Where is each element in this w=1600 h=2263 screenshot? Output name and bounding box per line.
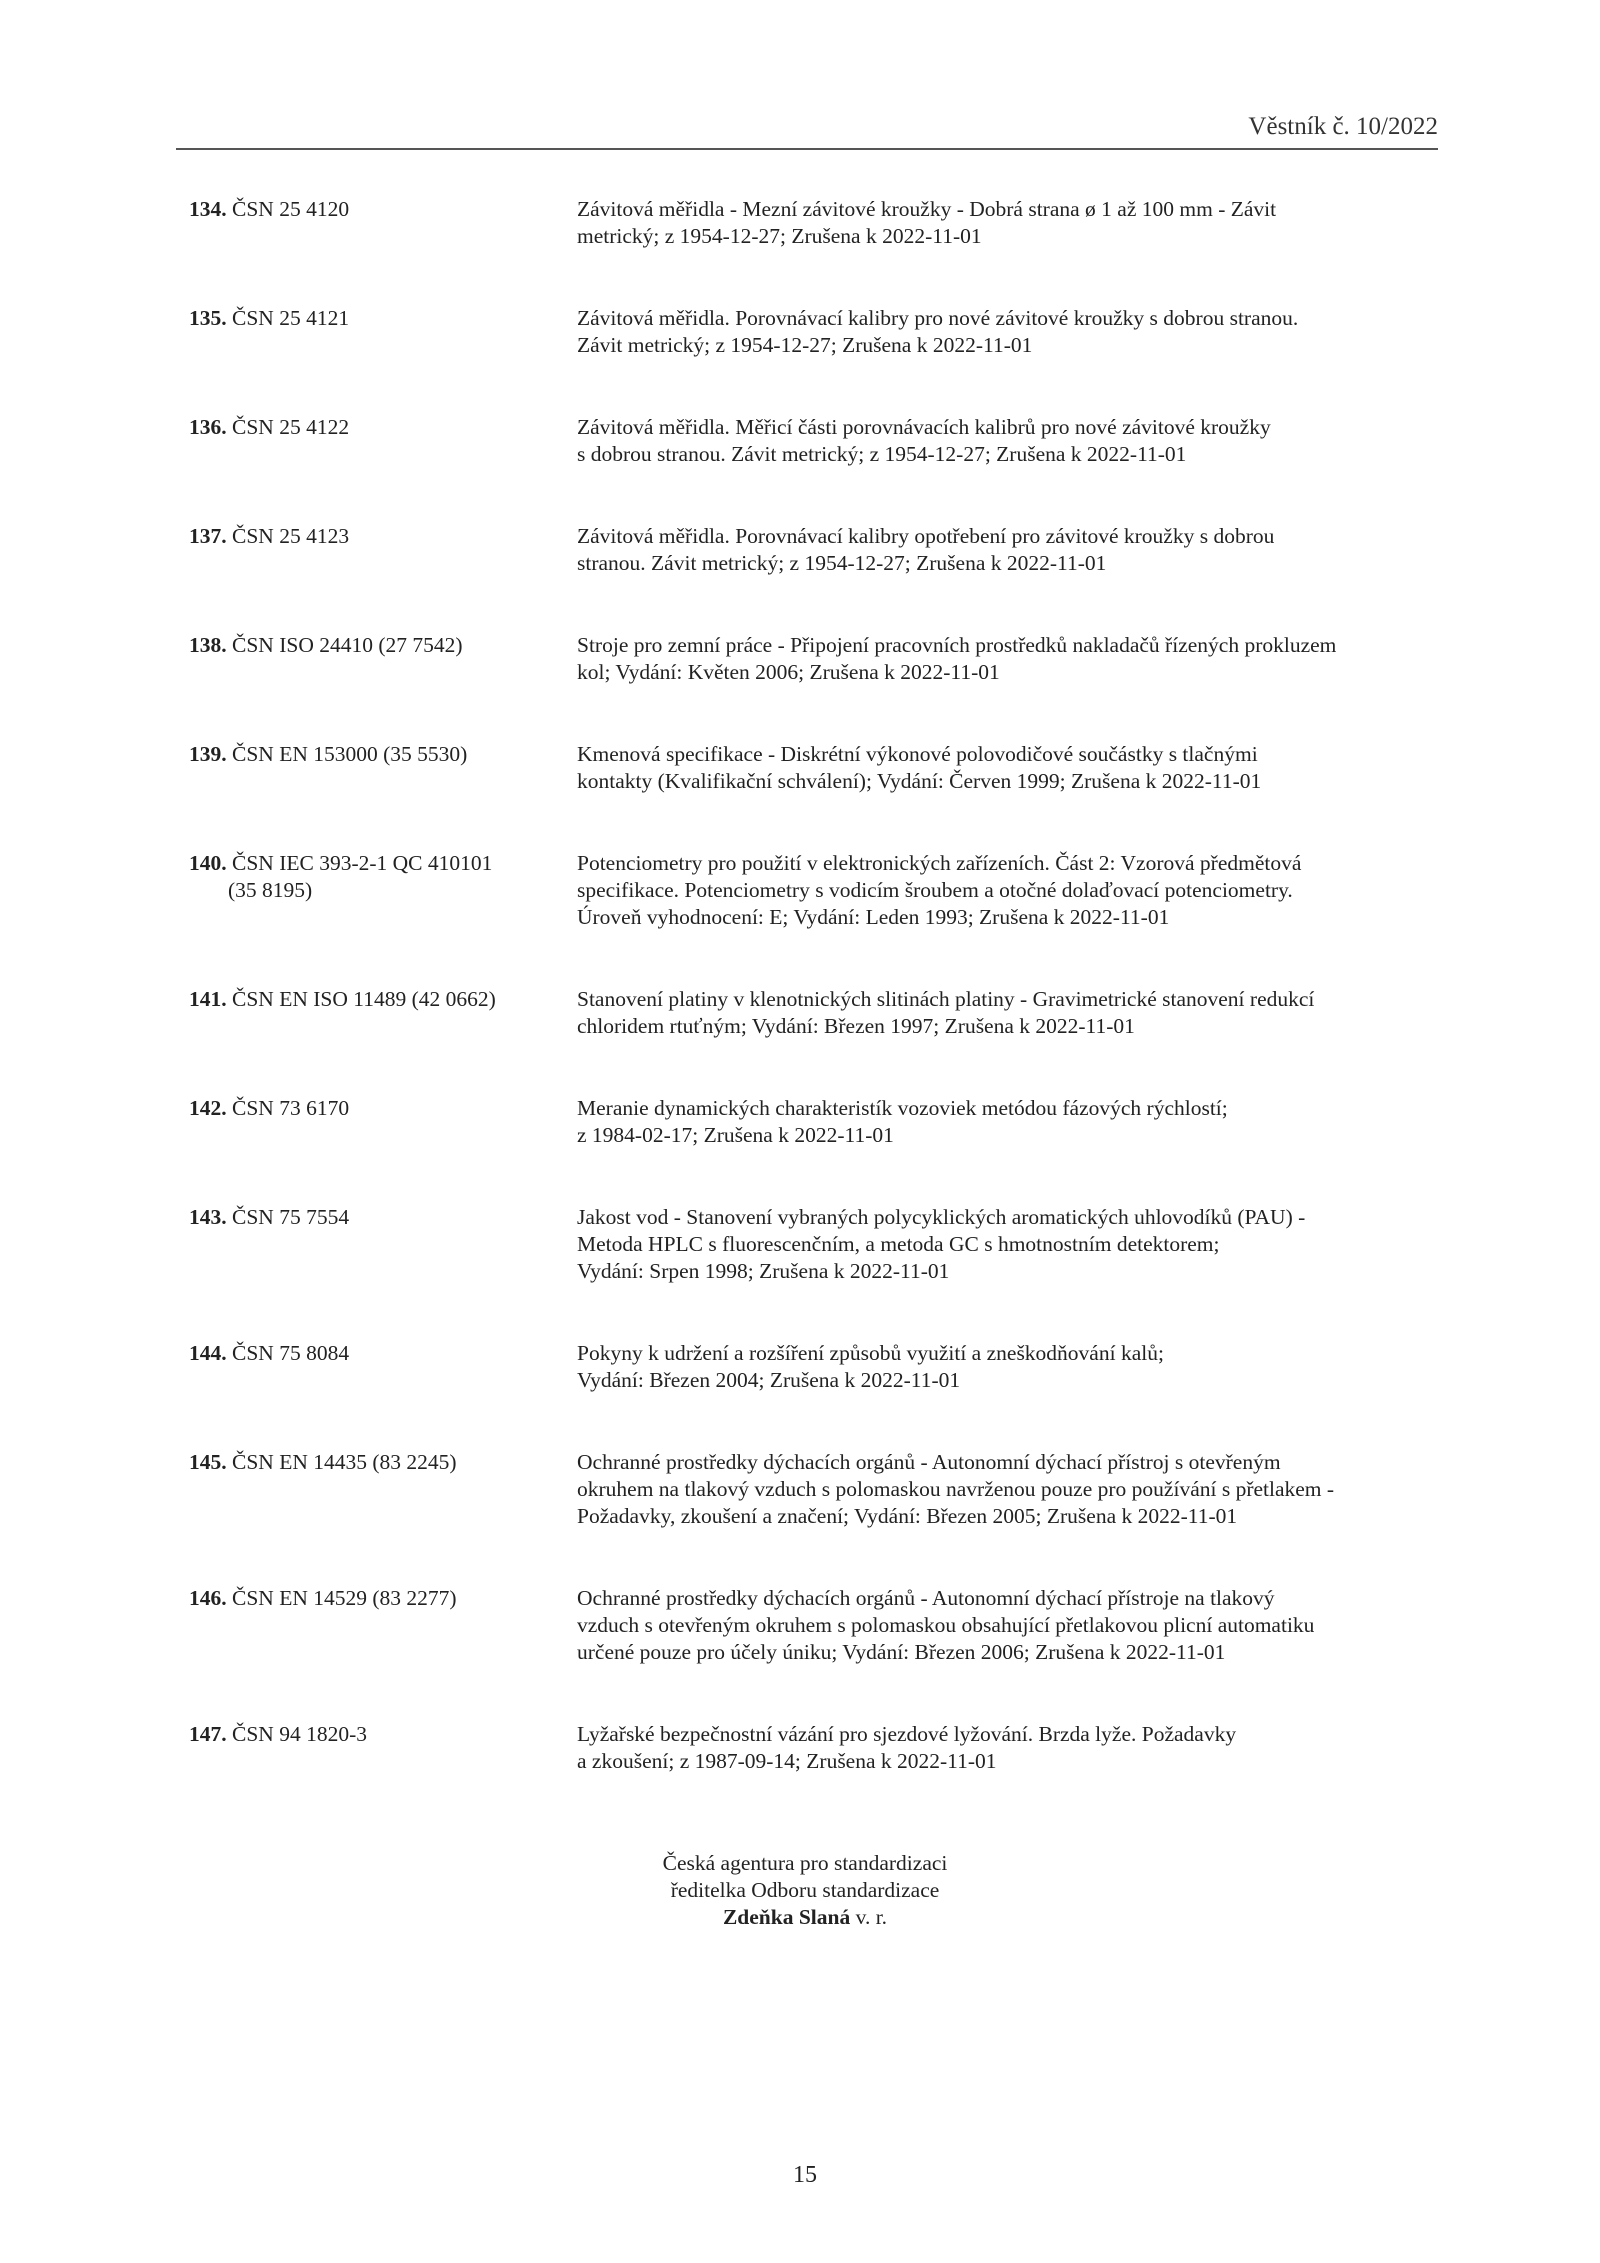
description-line: vzduch s otevřeným okruhem s polomaskou obsahující přetlakovou plicní automatiku [577,1613,1315,1637]
standard-description [577,523,1437,577]
standard-code: ČSN 75 7554 [226,1205,350,1229]
standard-description [577,1340,1437,1394]
standard-code-continuation: (35 8195) [228,878,313,902]
standard-code-cell [189,632,577,686]
description-line: Závitová měřidla. Porovnávací kalibry opotřebení pro závitové kroužky s dobrou [577,524,1275,548]
standard-description [577,305,1437,359]
entry-number: 135. [189,306,227,330]
standard-entry [189,414,1449,468]
signature-line [10,1904,1600,1931]
entry-number: 143. [189,1205,227,1229]
description-line: kontakty (Kvalifikační schválení); Vydání: Červen 1999; Zrušena k 2022-11-01 [577,769,1262,793]
signature-agency: Česká agentura pro standardizaci [662,1851,948,1875]
standard-entry [189,1721,1449,1775]
entry-number: 138. [189,633,227,657]
standard-code-cell [189,1095,577,1149]
standard-entry [189,1585,1449,1666]
description-line: Závitová měřidla - Mezní závitové kroužky - Dobrá strana ø 1 až 100 mm - Závit [577,197,1277,221]
standard-description [577,1204,1437,1285]
standard-code-cell [189,986,577,1040]
standard-entry [189,1204,1449,1285]
description-line: kol; Vydání: Květen 2006; Zrušena k 2022-11-01 [577,660,1000,684]
description-line: okruhem na tlakový vzduch s polomaskou navrženou pouze pro používání s přetlakem - [577,1477,1335,1501]
standard-description [577,741,1437,795]
description-line: s dobrou stranou. Závit metrický; z 1954-12-27; Zrušena k 2022-11-01 [577,442,1187,466]
standard-description [577,414,1437,468]
standard-code-cell [189,414,577,468]
journal-title: Věstník č. 10/2022 [1248,113,1438,140]
entry-number: 140. [189,851,227,875]
description-line: Metoda HPLC s fluorescenčním, a metoda GC s hmotnostním detektorem; [577,1232,1220,1256]
entry-number: 139. [189,742,227,766]
description-line: metrický; z 1954-12-27; Zrušena k 2022-11-01 [577,224,982,248]
standard-code: ČSN 73 6170 [226,1096,350,1120]
standard-entry [189,741,1449,795]
standard-code-cell [189,1449,577,1530]
page-number: 15 [793,2162,817,2188]
standard-code: ČSN ISO 24410 (27 7542) [226,633,463,657]
entry-number: 147. [189,1722,227,1746]
description-line: Jakost vod - Stanovení vybraných polycyklických aromatických uhlovodíků (PAU) - [577,1205,1306,1229]
description-line: specifikace. Potenciometry s vodicím šroubem a otočné dolaďovací potenciometry. [577,878,1293,902]
description-line: chloridem rtuťným; Vydání: Březen 1997; Zrušena k 2022-11-01 [577,1014,1135,1038]
standard-code: ČSN EN ISO 11489 (42 0662) [226,987,496,1011]
description-line: Ochranné prostředky dýchacích orgánů - Autonomní dýchací přístroj s otevřeným [577,1450,1281,1474]
entry-number: 146. [189,1586,227,1610]
entry-number: 134. [189,197,227,221]
entry-number: 144. [189,1341,227,1365]
standard-entry [189,850,1449,931]
standard-entry [189,196,1449,250]
description-line: Závit metrický; z 1954-12-27; Zrušena k 2022-11-01 [577,333,1033,357]
description-line: Vydání: Srpen 1998; Zrušena k 2022-11-01 [577,1259,950,1283]
standard-code-cell [189,1340,577,1394]
description-line: Ochranné prostředky dýchacích orgánů - Autonomní dýchací přístroje na tlakový [577,1586,1275,1610]
description-line: z 1984-02-17; Zrušena k 2022-11-01 [577,1123,894,1147]
standard-entry [189,1095,1449,1149]
standard-entry [189,632,1449,686]
standard-code: ČSN 25 4121 [226,306,350,330]
entry-number: 137. [189,524,227,548]
page-header [176,112,1438,150]
description-line: Vydání: Březen 2004; Zrušena k 2022-11-01 [577,1368,961,1392]
standard-code: ČSN EN 14435 (83 2245) [226,1450,457,1474]
standard-code-cell [189,741,577,795]
entry-number: 142. [189,1096,227,1120]
standard-code: ČSN 25 4123 [226,524,350,548]
description-line: Stanovení platiny v klenotnických slitinách platiny - Gravimetrické stanovení redukcí [577,987,1315,1011]
standard-code-cell [189,196,577,250]
standard-description [577,196,1437,250]
standard-description [577,986,1437,1040]
signature-role: ředitelka Odboru standardizace [670,1878,940,1902]
standard-description [577,1449,1437,1530]
standard-entry [189,523,1449,577]
standard-entry [189,986,1449,1040]
standard-code: ČSN 25 4120 [226,197,350,221]
standard-description [577,850,1437,931]
standard-code: ČSN IEC 393-2-1 QC 410101 [226,851,493,875]
standard-description [577,1585,1437,1666]
standard-code: ČSN 25 4122 [226,415,350,439]
standard-code-cell [189,523,577,577]
standard-code-cell [189,1721,577,1775]
entry-number: 141. [189,987,227,1011]
description-line: Kmenová specifikace - Diskrétní výkonové polovodičové součástky s tlačnými [577,742,1258,766]
description-line: stranou. Závit metrický; z 1954-12-27; Zrušena k 2022-11-01 [577,551,1107,575]
description-line: Pokyny k udržení a rozšíření způsobů využití a zneškodňování kalů; [577,1341,1164,1365]
description-line: a zkoušení; z 1987-09-14; Zrušena k 2022-11-01 [577,1749,997,1773]
standards-list [189,196,1449,1830]
signature-suffix: v. r. [850,1905,888,1929]
description-line: Požadavky, zkoušení a značení; Vydání: Březen 2005; Zrušena k 2022-11-01 [577,1504,1238,1528]
standard-code-cell [189,1585,577,1666]
standard-code: ČSN EN 14529 (83 2277) [226,1586,457,1610]
description-line: Stroje pro zemní práce - Připojení pracovních prostředků nakladačů řízených prokluzem [577,633,1337,657]
description-line: určené pouze pro účely úniku; Vydání: Březen 2006; Zrušena k 2022-11-01 [577,1640,1226,1664]
description-line: Potenciometry pro použití v elektronických zařízeních. Část 2: Vzorová předmětová [577,851,1302,875]
signature-block [0,1850,1600,1931]
entry-number: 136. [189,415,227,439]
standard-entry [189,305,1449,359]
standard-code-cell [189,1204,577,1285]
description-line: Meranie dynamických charakteristík vozoviek metódou fázových rýchlostí; [577,1096,1228,1120]
standard-description [577,1095,1437,1149]
signature-name: Zdeňka Slaná [722,1905,851,1929]
description-line: Úroveň vyhodnocení: E; Vydání: Leden 1993; Zrušena k 2022-11-01 [577,905,1170,929]
standard-entry [189,1449,1449,1530]
description-line: Lyžařské bezpečnostní vázání pro sjezdové lyžování. Brzda lyže. Požadavky [577,1722,1237,1746]
standard-code: ČSN 75 8084 [226,1341,350,1365]
standard-code: ČSN EN 153000 (35 5530) [226,742,468,766]
standard-description [577,632,1437,686]
description-line: Závitová měřidla. Měřicí části porovnávacích kalibrů pro nové závitové kroužky [577,415,1271,439]
standard-code-cell [189,850,577,931]
entry-number: 145. [189,1450,227,1474]
standard-description [577,1721,1437,1775]
description-line: Závitová měřidla. Porovnávací kalibry pro nové závitové kroužky s dobrou stranou. [577,306,1299,330]
standard-code: ČSN 94 1820-3 [226,1722,367,1746]
standard-entry [189,1340,1449,1394]
standard-code-cell [189,305,577,359]
